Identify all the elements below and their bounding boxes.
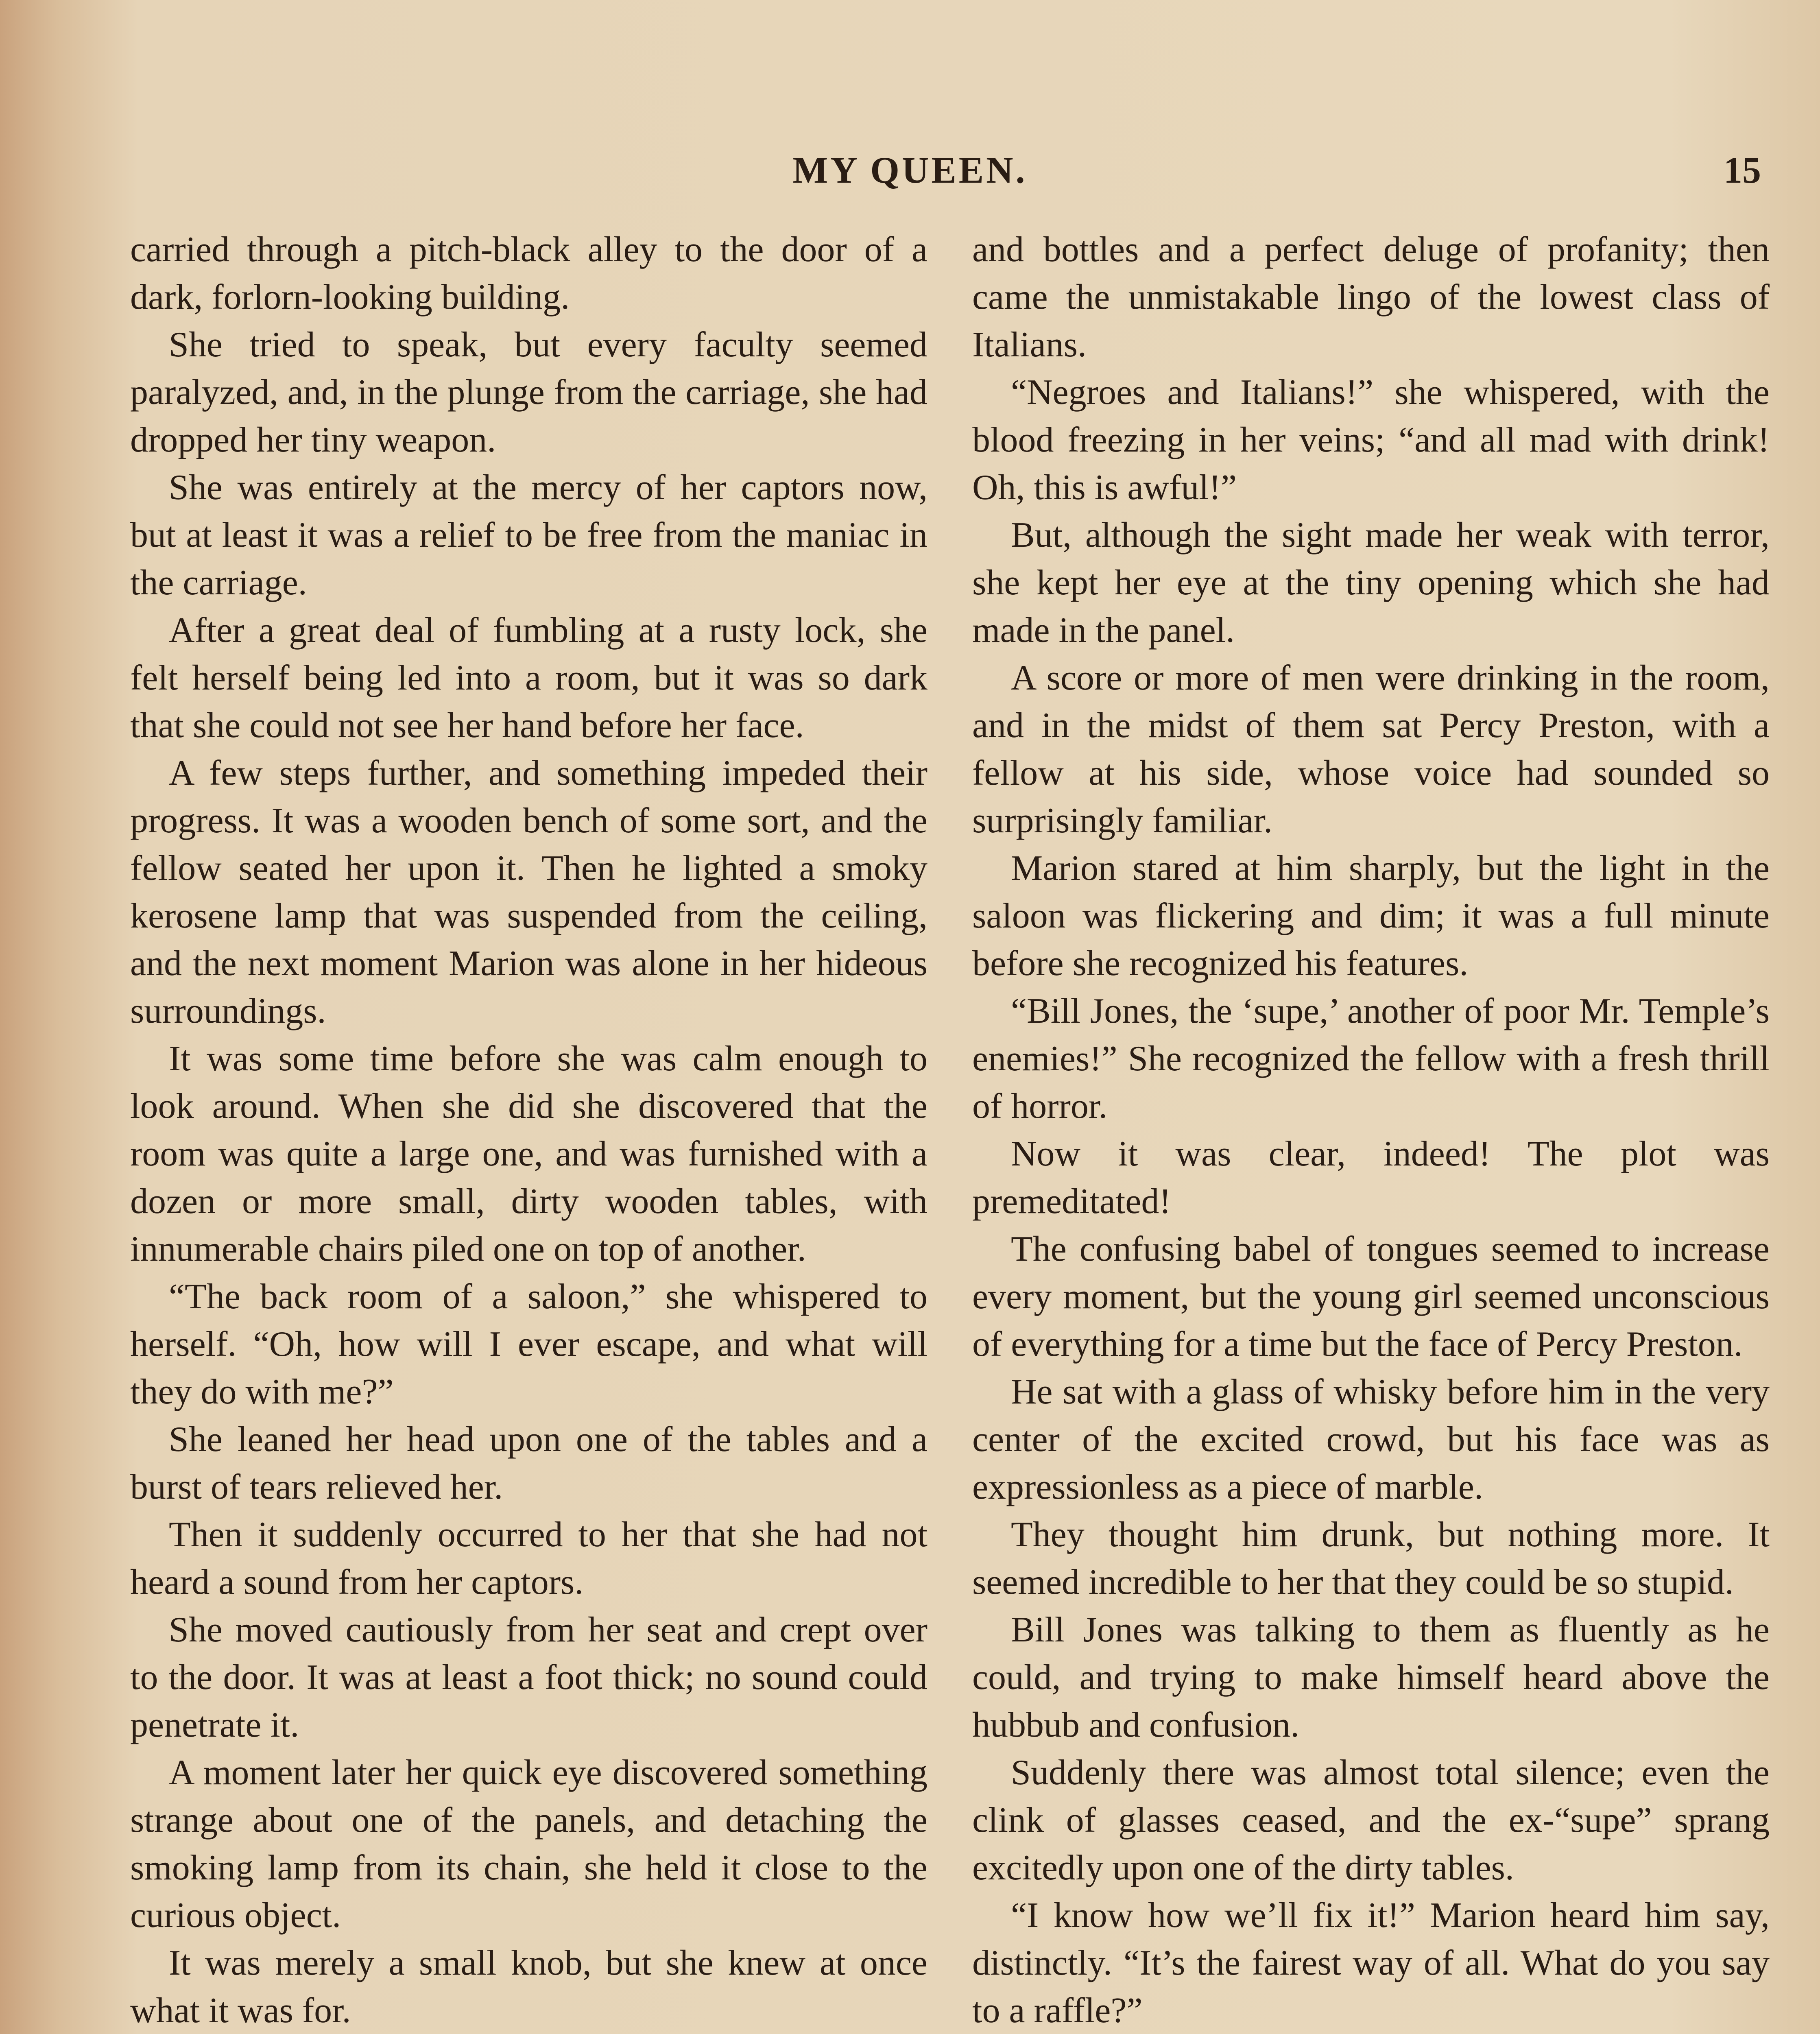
paragraph: “The back room of a saloon,” she whispered to herself. “Oh, how will I ever escape, and what will they do with me?” xyxy=(130,1277,927,1412)
page-number: 15 xyxy=(1724,149,1761,191)
paragraph: “I know how we’ll fix it!” Marion heard him say, distinctly. “It’s the fairest way of all. What do you say to a raffle?” xyxy=(972,1896,1770,2030)
paragraph: carried through a pitch-black alley to the door of a dark, forlorn-looking building. xyxy=(130,230,927,317)
paragraph: and bottles and a perfect deluge of profanity; then came the unmistakable lingo of the lowest class of Italians. xyxy=(972,230,1770,364)
paragraph: She was entirely at the mercy of her captors now, but at least it was a relief to be free from the maniac in the carriage. xyxy=(130,468,927,602)
paragraph: A score or more of men were drinking in the room, and in the midst of them sat Percy Preston, with a fellow at his side, whose voice had sounded so surprisingly familiar. xyxy=(972,658,1770,840)
paragraph: He sat with a glass of whisky before him in the very center of the excited crowd, but his face was as expressionless as a piece of marble. xyxy=(972,1372,1770,1507)
left-column xyxy=(130,226,927,2034)
paragraph: It was some time before she was calm enough to look around. When she did she discovered that the room was quite a large one, and was furnished with a dozen or more small, dirty wooden tables, with innumerable chairs piled one on top of another. xyxy=(130,1039,927,1269)
paragraph: After a great deal of fumbling at a rusty lock, she felt herself being led into a room, but it was so dark that she could not see her hand before her face. xyxy=(130,611,927,745)
right-column xyxy=(972,226,1770,2034)
paragraph: Bill Jones was talking to them as fluently as he could, and trying to make himself heard above the hubbub and confusion. xyxy=(972,1610,1770,1745)
paragraph: Then it suddenly occurred to her that she had not heard a sound from her captors. xyxy=(130,1515,927,1602)
paragraph: She tried to speak, but every faculty seemed paralyzed, and, in the plunge from the carriage, she had dropped her tiny weapon. xyxy=(130,325,927,460)
paragraph: But, although the sight made her weak with terror, she kept her eye at the tiny opening which she had made in the panel. xyxy=(972,515,1770,650)
paragraph: They thought him drunk, but nothing more. It seemed incredible to her that they could be so stupid. xyxy=(972,1515,1770,1602)
paragraph: Marion stared at him sharply, but the light in the saloon was flickering and dim; it was a full minute before she recognized his features. xyxy=(972,849,1770,983)
paragraph: She moved cautiously from her seat and crept over to the door. It was at least a foot thick; no sound could penetrate it. xyxy=(130,1610,927,1745)
paragraph: Now it was clear, indeed! The plot was premeditated! xyxy=(972,1134,1770,1221)
running-title: MY QUEEN. xyxy=(792,149,1028,191)
paragraph: She leaned her head upon one of the tables and a burst of tears relieved her. xyxy=(130,1420,927,1507)
paragraph: A moment later her quick eye discovered something strange about one of the panels, and detaching the smoking lamp from its chain, she held it close to the curious object. xyxy=(130,1753,927,1935)
paragraph: A few steps further, and something impeded their progress. It was a wooden bench of some sort, and the fellow seated her upon it. Then he lighted a smoky kerosene lamp that was suspended from the ceiling, and the next moment Marion was alone in her hideous surroundings. xyxy=(130,753,927,1031)
paragraph: It was merely a small knob, but she knew at once what it was for. xyxy=(130,1943,927,2030)
paragraph: Suddenly there was almost total silence; even the clink of glasses ceased, and the ex-“supe” sprang excitedly upon one of the dirty tables. xyxy=(972,1753,1770,1888)
paragraph: “Negroes and Italians!” she whispered, with the blood freezing in her veins; “and all mad with drink! Oh, this is awful!” xyxy=(972,373,1770,507)
paragraph: The confusing babel of tongues seemed to increase every moment, but the young girl seemed unconscious of everything for a time but the face of Percy Preston. xyxy=(972,1229,1770,1364)
paragraph: “Bill Jones, the ‘supe,’ another of poor Mr. Temple’s enemies!” She recognized the fellow with a fresh thrill of horror. xyxy=(972,991,1770,1126)
